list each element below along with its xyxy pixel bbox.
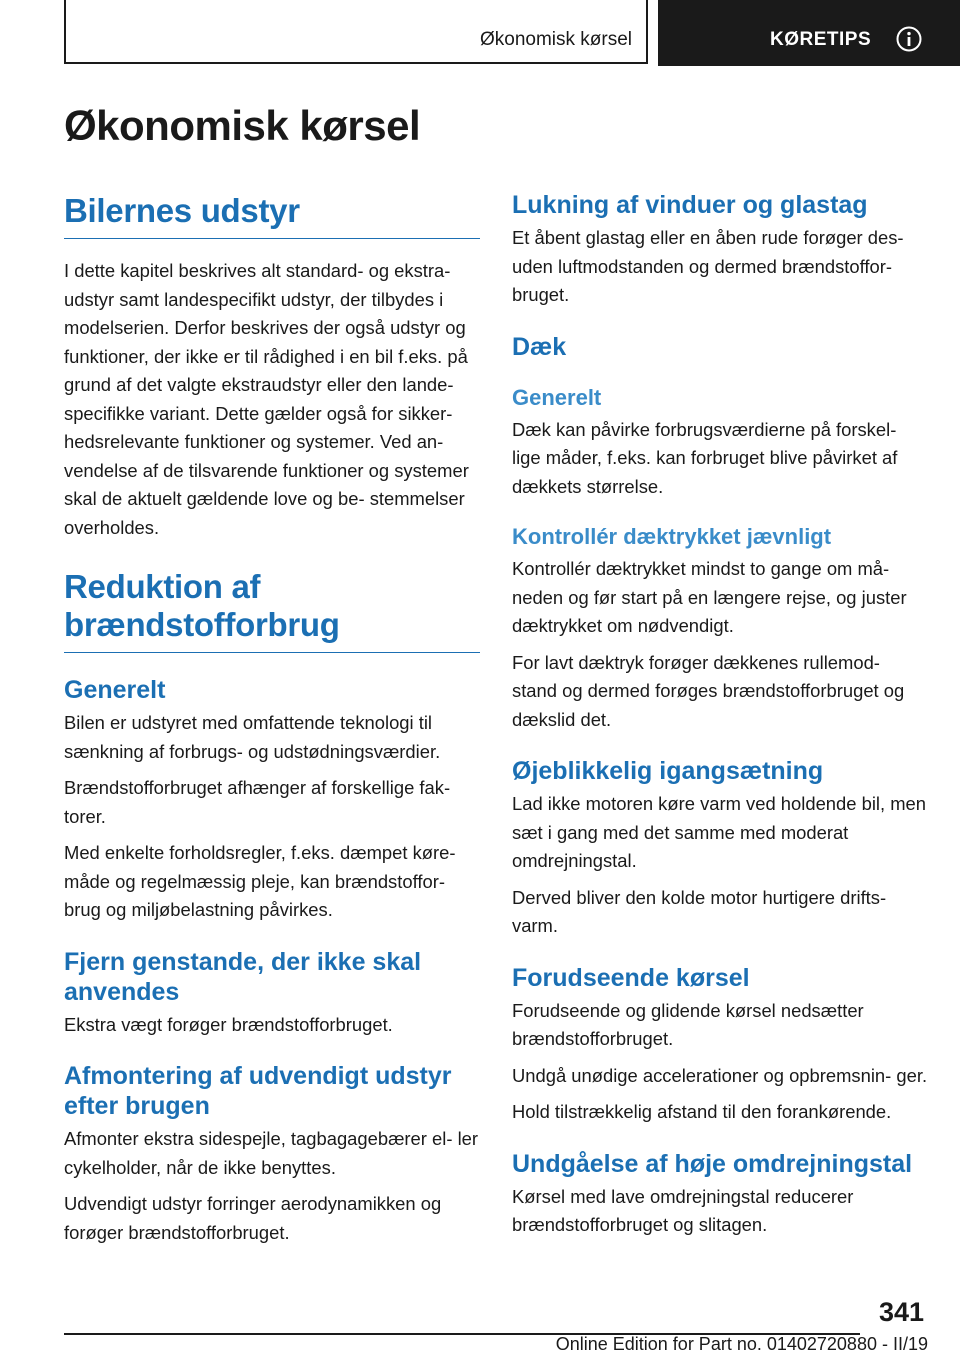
section-heading-bilernes-udstyr: Bilernes udstyr [64,192,480,239]
body-paragraph: Kørsel med lave omdrejningstal reducerer brændstofforbruget og slitagen. [512,1185,854,1235]
subheading-afmontering: Afmontering af udvendigt udstyr efter brugen [64,1062,452,1120]
left-column [64,192,480,1247]
page-number: 341 [878,1297,924,1327]
minor-heading-generelt: Generelt [512,384,602,410]
header-chapter-tab [658,0,960,66]
body-paragraph: Kontrollér dæktrykket mindst to gange om må- neden og før start på en længere rejse, og juster dæktrykket om nødvendigt. [512,558,907,636]
body-paragraph: Derved bliver den kolde motor hurtigere drifts- varm. [512,886,887,936]
body-paragraph: Brændstofforbruget afhænger af forskellige fak- torer. [64,777,451,827]
body-paragraph: For lavt dæktryk forøger dækkenes rullemod- stand og dermed forøges brændstofforbruget og dækslid det. [512,651,905,730]
body-paragraph: Dæk kan påvirke forbrugsværdierne på forskel- lige måder, f.eks. kan forbruget blive påvirket af dækkets størrelse. [512,418,898,497]
section-heading-reduktion: Reduktion af brændstofforbrug [64,568,480,653]
body-paragraph: Med enkelte forholdsregler, f.eks. dæmpet køre- måde og regelmæssig pleje, kan brændstoffor- brug og miljøbelastning påvirkes. [64,842,456,920]
subheading-undgaaelse: Undgåelse af høje omdrejningstal [512,1149,913,1178]
body-paragraph: Et åbent glastag eller en åben rude forøger des- uden luftmodstanden og dermed brændstoffor- bruget. [512,227,904,305]
body-paragraph: Forudseende og glidende kørsel nedsætter brændstofforbruget. [512,999,864,1049]
subheading-forudseende: Forudseende kørsel [512,963,750,992]
subheading-generelt: Generelt [64,676,166,704]
info-icon [896,26,922,52]
body-paragraph: Hold tilstrækkelig afstand til den forankørende. [512,1101,892,1122]
body-paragraph: Undgå unødige accelerationer og opbremsnin- ger. [512,1064,928,1086]
body-paragraph: Ekstra vægt forøger brændstofforbruget. [64,1013,393,1035]
subheading-lukning: Lukning af vinduer og glastag [512,191,868,219]
subheading-daek: Dæk [512,332,567,361]
body-paragraph: Lad ikke motoren køre varm ved holdende bil, men sæt i gang med det samme med moderat omdrejningstal. [512,793,926,871]
footer-edition-text: Online Edition for Part no. 01402720880 - II/19 [555,1334,928,1354]
body-paragraph: I dette kapitel beskrives alt standard- og ekstra- udstyr samt landespecifikt udstyr, der tilbydes i modelserien. Derfor beskrives der også udstyr og funktioner, der ikke er til rådighed i en bil f.eks. på grund af det valgte ekstraudstyr eller den lande- specifikke variant. Dette gælder også for sikker- hedsrelevante funktioner og systemer. Ved an- vendelse af de tilsvarende funktioner og systemer skal de aktuelt gældende love og be- stemmelser overholdes. [64,260,469,538]
body-paragraph: Bilen er udstyret med omfattende teknologi til sænkning af forbrugs- og udstødningsværdier. [64,712,441,762]
right-column [512,190,928,1240]
header-section-tab [64,0,648,64]
subheading-igangsaetning: Øjeblikkelig igangsætning [512,757,824,785]
body-paragraph: Udvendigt udstyr forringer aerodynamikken og forøger brændstofforbruget. [64,1193,442,1243]
minor-heading-kontroller: Kontrollér dæktrykket jævnligt [512,524,832,549]
header-section-label: Økonomisk kørsel [479,29,632,50]
page-title: Økonomisk kørsel [64,102,421,149]
subheading-fjern-genstande: Fjern genstande, der ikke skal anvendes [64,947,422,1006]
header-chapter-label: KØRETIPS [770,29,872,50]
body-paragraph: Afmonter ekstra sidespejle, tagbagagebærer el- ler cykelholder, når de ikke benyttes. [64,1128,479,1178]
